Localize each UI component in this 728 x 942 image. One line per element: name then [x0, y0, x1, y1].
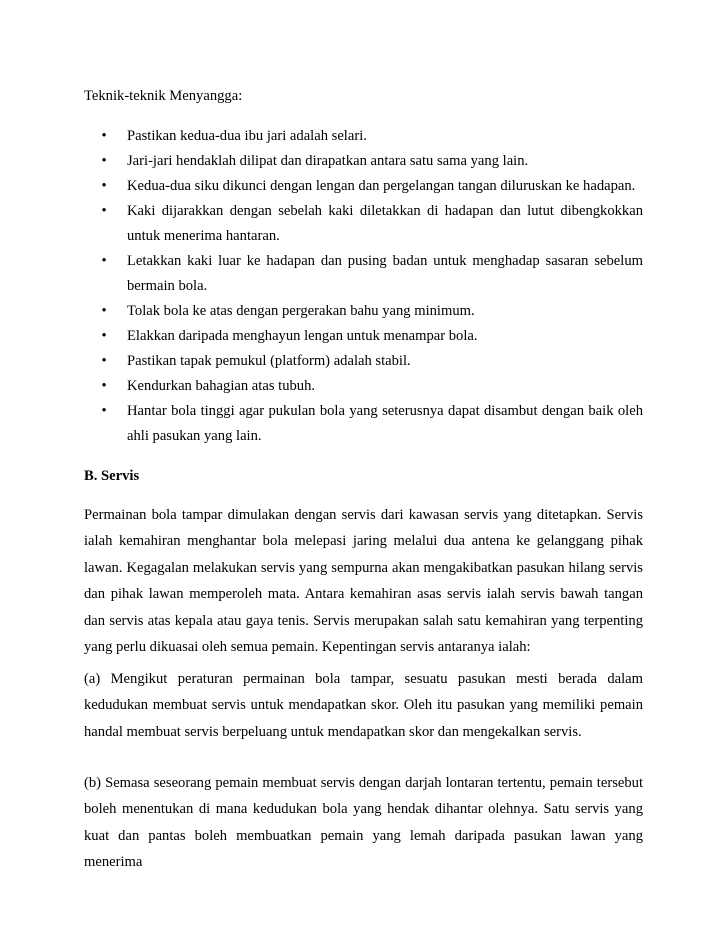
bullet-icon: • — [101, 303, 107, 319]
paragraph-b: (b) Semasa seseorang pemain membuat servis dengan darjah lontaran tertentu, pemain tersebut boleh menentukan di mana kedudukan bola yang hendak dihantar olehnya. Satu servis yang kuat dan pantas boleh membuatkan pemain yang lemah daripada pasukan lawan yang menerima — [84, 775, 643, 871]
list-item-text: Elakkan daripada menghayun lengan untuk menampar bola. — [127, 328, 478, 344]
section-intro-heading: Teknik-teknik Menyangga: — [84, 88, 243, 104]
list-item-text: Hantar bola tinggi agar pukulan bola yang seterusnya dapat disambut dengan baik oleh ahli pasukan yang lain. — [127, 403, 643, 444]
list-item-text: Letakkan kaki luar ke hadapan dan pusing badan untuk menghadap sasaran sebelum bermain bola. — [127, 253, 643, 294]
list-item-text: Kaki dijarakkan dengan sebelah kaki diletakkan di hadapan dan lutut dibengkokkan untuk menerima hantaran. — [127, 203, 643, 244]
list-item — [101, 324, 643, 349]
bullet-icon: • — [101, 128, 107, 144]
list-item — [101, 124, 643, 149]
bullet-icon: • — [101, 178, 107, 194]
section-b-heading: B. Servis — [84, 468, 140, 484]
list-item-text: Kendurkan bahagian atas tubuh. — [127, 378, 316, 394]
list-item — [101, 349, 643, 374]
list-item — [101, 249, 643, 299]
list-item-text: Kedua-dua siku dikunci dengan lengan dan pergelangan tangan diluruskan ke hadapan. — [127, 178, 636, 194]
bullet-list — [0, 124, 728, 449]
paragraph-servis-intro: Permainan bola tampar dimulakan dengan servis dari kawasan servis yang ditetapkan. Servis ialah kemahiran menghantar bola melepasi jaring melalui dua antena ke gelanggang pihak lawan. Kegagalan melakukan servis yang sempurna akan mengakibatkan pasukan hilang servis dan pihak lawan memperoleh mata. Antara kemahiran asas servis ialah servis bawah tangan dan servis atas kepala atau gaya tenis. Servis merupakan salah satu kemahiran yang terpenting yang perlu dikuasai oleh semua pemain. Kepentingan servis antaranya ialah: — [84, 507, 643, 656]
bullet-icon: • — [101, 253, 107, 269]
bullet-icon: • — [101, 353, 107, 369]
list-item-text: Pastikan tapak pemukul (platform) adalah stabil. — [127, 353, 411, 369]
list-item-text: Pastikan kedua-dua ibu jari adalah selari. — [127, 128, 367, 144]
bullet-icon: • — [101, 378, 107, 394]
list-item — [101, 399, 643, 449]
list-item-text: Jari-jari hendaklah dilipat dan dirapatkan antara satu sama yang lain. — [127, 153, 529, 169]
bullet-icon: • — [101, 328, 107, 344]
list-item — [101, 299, 643, 324]
paragraph-a: (a) Mengikut peraturan permainan bola tampar, sesuatu pasukan mesti berada dalam kedudukan membuat servis untuk mendapatkan skor. Oleh itu pasukan yang memiliki pemain handal membuat servis berpeluang untuk mendapatkan skor dan mengekalkan servis. — [84, 671, 643, 740]
list-item — [101, 174, 643, 199]
bullet-icon: • — [101, 203, 107, 219]
list-item — [101, 199, 643, 249]
bullet-icon: • — [101, 153, 107, 169]
bullet-icon: • — [101, 403, 107, 419]
list-item-text: Tolak bola ke atas dengan pergerakan bahu yang minimum. — [127, 303, 475, 319]
list-item — [101, 374, 643, 399]
list-item — [101, 149, 643, 174]
